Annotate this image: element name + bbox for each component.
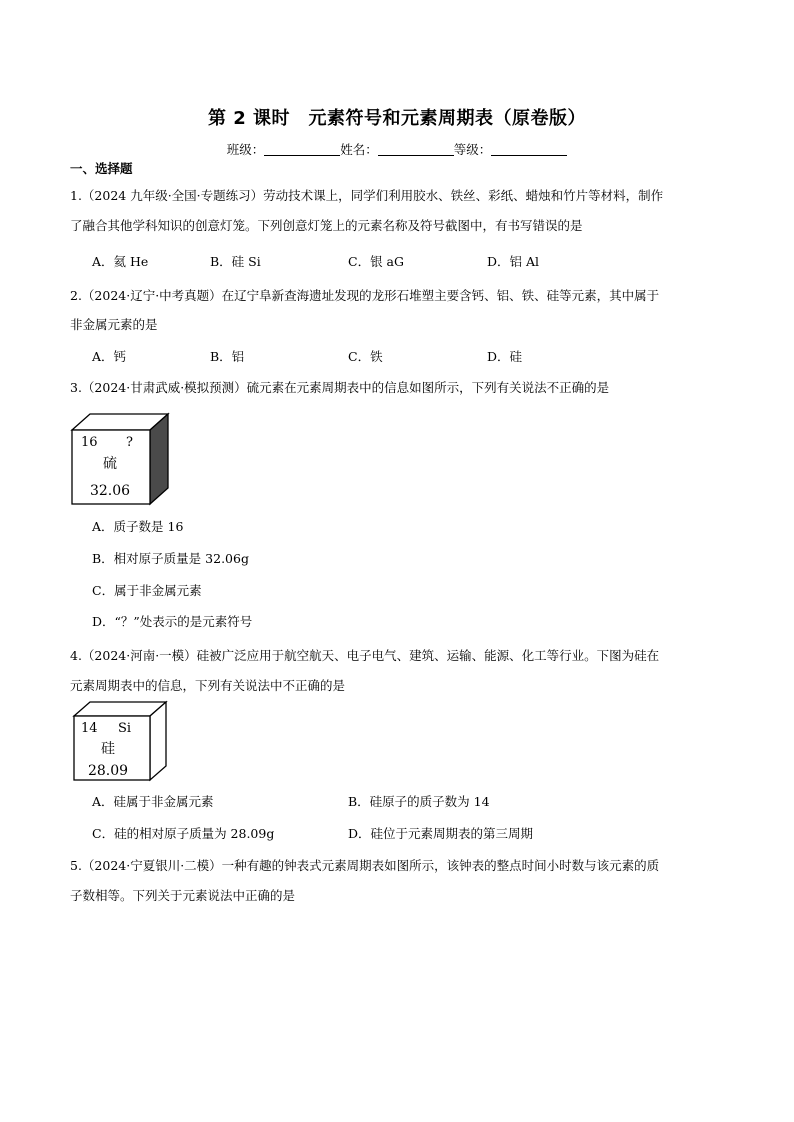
question-5-line-2: 子数相等。下列关于元素说法中正确的是 xyxy=(70,888,296,903)
question-1-option-b: B．硅 Si xyxy=(210,254,261,269)
question-4-line-2: 元素周期表中的信息，下列有关说法中不正确的是 xyxy=(70,678,346,693)
question-2-line-1: 2.（2024·辽宁·中考真题）在辽宁阜新查海遗址发现的龙形石堆塑主要含钙、铝、铁、硅等元素，其中属于 xyxy=(70,288,660,303)
question-4-option-c: C．硅的相对原子质量为 28.09g xyxy=(92,826,275,841)
question-2-option-b: B．铝 xyxy=(210,349,245,364)
page-title: 第 2 课时 元素符号和元素周期表（原卷版） xyxy=(207,108,587,129)
student-info-line xyxy=(0,140,794,158)
question-4-option-d: D．硅位于元素周期表的第三周期 xyxy=(348,826,534,841)
question-5-line-1: 5.（2024·宁夏银川·二模）一种有趣的钟表式元素周期表如图所示，该钟表的整点时间小时数与该元素的质 xyxy=(70,858,660,873)
question-4-line-1: 4.（2024·河南·一模）硅被广泛应用于航空航天、电子电气、建筑、运输、能源、化工等行业。下图为硅在 xyxy=(70,648,660,663)
section-heading: 一、选择题 xyxy=(70,161,133,176)
sulfur-atomic-mass: 32.06 xyxy=(89,483,131,499)
question-1-option-a: A．氦 He xyxy=(92,254,149,269)
name-blank xyxy=(378,143,454,156)
question-4-option-a: A．硅属于非金属元素 xyxy=(92,794,214,809)
sulfur-cell-side-face xyxy=(150,414,168,504)
question-3-option-d: D．“？”处表示的是元素符号 xyxy=(92,614,253,629)
question-3-option-c: C．属于非金属元素 xyxy=(92,583,202,598)
name-label: 姓名： xyxy=(340,142,378,157)
question-1-option-c: C．银 aG xyxy=(348,254,404,269)
silicon-atomic-number: 14 xyxy=(81,721,98,736)
question-2-line-2: 非金属元素的是 xyxy=(70,317,158,332)
sulfur-atomic-number: 16 xyxy=(81,435,98,450)
question-4-option-b: B．硅原子的质子数为 14 xyxy=(348,794,490,809)
silicon-symbol: Si xyxy=(118,721,132,736)
question-1-line-2: 了融合其他学科知识的创意灯笼。下列创意灯笼上的元素名称及符号截图中，有书写错误的是 xyxy=(70,218,583,233)
question-2-option-a: A．钙 xyxy=(92,349,127,364)
grade-blank xyxy=(491,143,567,156)
class-label: 班级： xyxy=(226,142,265,157)
question-3-line-1: 3.（2024·甘肃武威·模拟预测）硫元素在元素周期表中的信息如图所示，下列有关说法不正确的是 xyxy=(70,380,610,395)
silicon-cell-side-face xyxy=(150,702,166,780)
sulfur-element-cell xyxy=(70,412,175,508)
question-2-option-d: D．硅 xyxy=(487,349,523,364)
question-1-option-d: D．铝 Al xyxy=(487,254,540,269)
grade-label: 等级： xyxy=(453,142,492,157)
question-1-line-1: 1.（2024 九年级·全国·专题练习）劳动技术课上，同学们利用胶水、铁丝、彩纸、蜡烛和竹片等材料，制作 xyxy=(70,188,664,203)
sulfur-name: 硫 xyxy=(103,456,117,472)
silicon-element-cell xyxy=(72,700,170,784)
sulfur-symbol-unknown: ? xyxy=(126,435,133,450)
question-2-option-c: C．铁 xyxy=(348,349,383,364)
silicon-name: 硅 xyxy=(101,741,115,757)
class-blank xyxy=(264,143,340,156)
silicon-atomic-mass: 28.09 xyxy=(87,763,129,779)
question-3-option-a: A．质子数是 16 xyxy=(92,519,184,534)
question-3-option-b: B．相对原子质量是 32.06g xyxy=(92,551,249,566)
